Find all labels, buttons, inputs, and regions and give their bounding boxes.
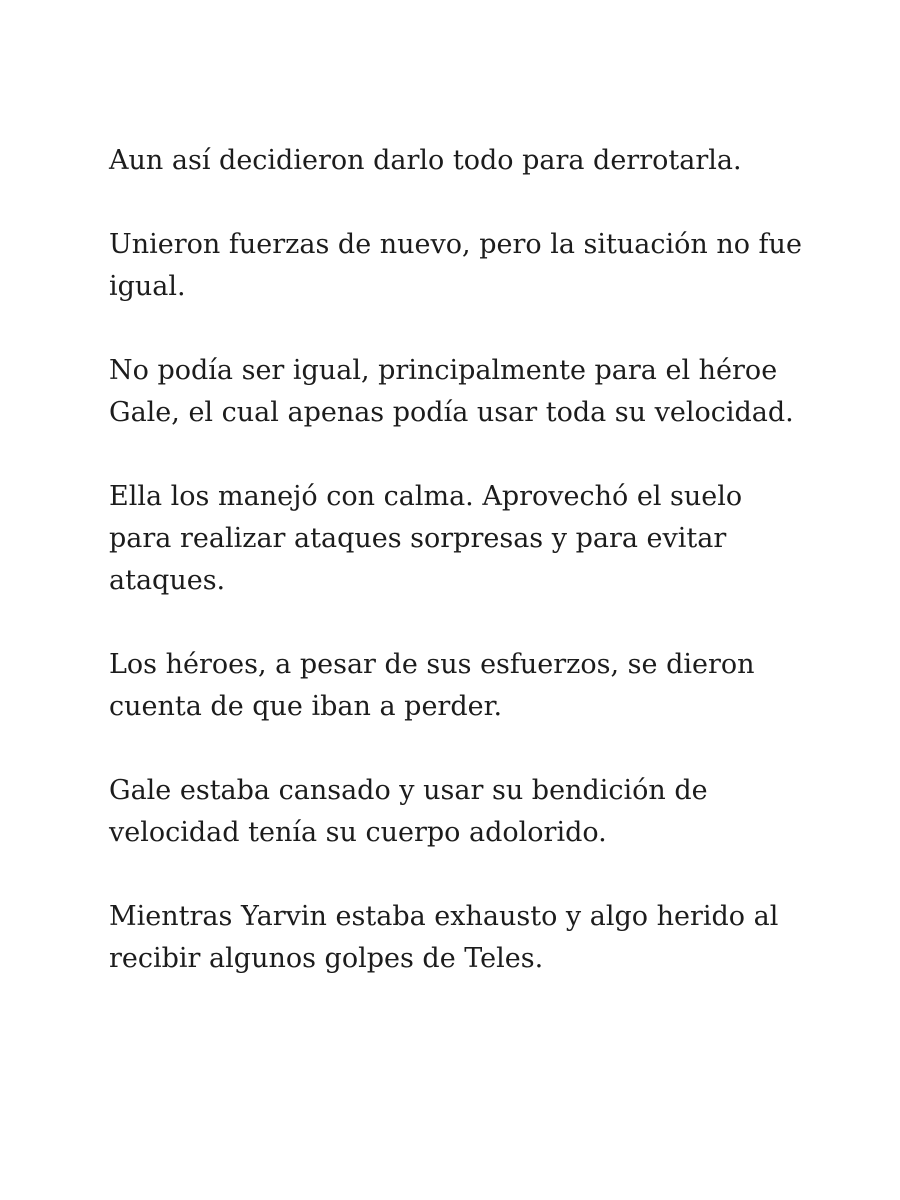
- story-text: [109, 140, 809, 1022]
- paragraph: Mientras Yarvin estaba exhausto y algo herido al recibir algunos golpes de Teles.: [109, 901, 779, 974]
- paragraph: Ella los manejó con calma. Aprovechó el suelo para realizar ataques sorpresas y para evitar ataques.: [109, 481, 743, 596]
- paragraph: Los héroes, a pesar de sus esfuerzos, se dieron cuenta de que iban a perder.: [109, 649, 755, 722]
- paragraph: Gale estaba cansado y usar su bendición de velocidad tenía su cuerpo adolorido.: [109, 775, 708, 848]
- paragraph: No podía ser igual, principalmente para el héroe Gale, el cual apenas podía usar toda su velocidad.: [109, 355, 794, 428]
- paragraph: Unieron fuerzas de nuevo, pero la situación no fue igual.: [109, 229, 802, 302]
- paragraph: Aun así decidieron darlo todo para derrotarla.: [109, 145, 742, 176]
